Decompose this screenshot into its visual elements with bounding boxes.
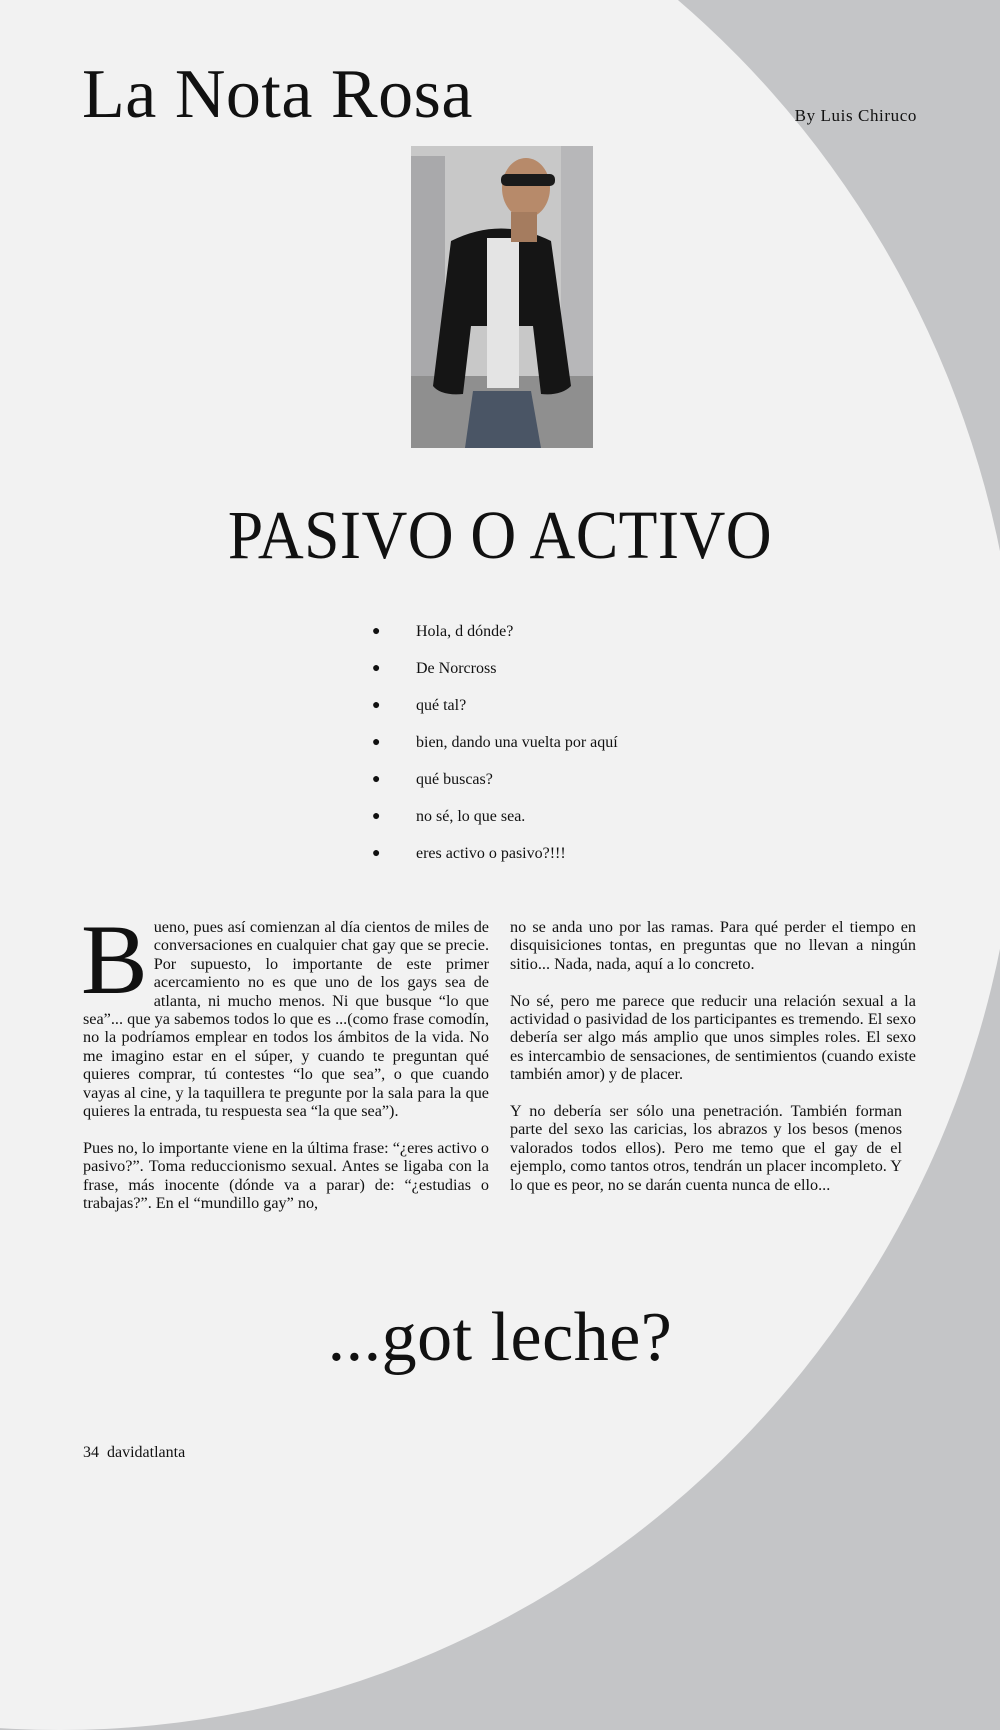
bullet-icon: ●	[372, 698, 381, 713]
page-number: 34	[83, 1444, 99, 1461]
list-item	[372, 842, 618, 879]
list-item	[372, 805, 618, 842]
publication-name: davidatlanta	[107, 1444, 186, 1461]
list-item	[372, 768, 618, 805]
article-column-right	[510, 918, 916, 1212]
bullet-icon: ●	[372, 772, 381, 787]
article-paragraph	[81, 904, 489, 1121]
bullet-icon: ●	[372, 846, 381, 861]
portrait-photo	[411, 146, 593, 448]
article-paragraph: no se anda uno por las ramas. Para qué perder el tiempo en disquisiciones tontas, en preguntas que no llevan a ningún sitio... Nada, nada, aquí a lo concreto.	[510, 918, 916, 973]
author-byline: By Luis Chiruco	[794, 106, 917, 125]
paragraph-text: ueno, pues así comienzan al día cientos de miles de conversaciones en cualquier chat gay que se precie. Por supuesto, lo importante de este primer acercamiento no es que uno de los gays sea de atlanta, ni mucho menos. Ni que busque “lo que sea”... que ya sabemos todos lo que es ...(como frase comodín, no la podríamos emplear en todos los ámbitos de la vida. No me imagino estar en el súper, y cuando te preguntan qué quieres comprar, tú contestes “lo que sea”, o que cuando vayas al cine, y la taquillera te pregunte por la sala para la que quieres la entrada, tu respuesta sea “la que sea”).	[83, 918, 489, 1121]
chat-line: qué tal?	[416, 697, 467, 714]
page-footer	[83, 1444, 185, 1462]
drop-cap: B	[81, 904, 148, 1015]
section-masthead: La Nota Rosa	[82, 56, 473, 133]
chat-line: De Norcross	[416, 660, 497, 677]
bullet-icon: ●	[372, 735, 381, 750]
article-paragraph: Pues no, lo importante viene en la última frase: “¿eres activo o pasivo?”. Toma reduccionismo sexual. Antes se ligaba con la frase, más inocente (dónde va a parar) de: “¿estudias o trabajas?”. En el “mundillo gay” no,	[83, 1138, 489, 1213]
article-paragraph: Y no debería ser sólo una penetración. También forman parte del sexo las caricias, los abrazos y los besos (menos valorados todos ellos). Pero me temo que el gay de el ejemplo, como tantos otros, tendrán un placer incompleto. Y lo que es peor, no se darán cuenta nunca de ello...	[510, 1102, 902, 1194]
list-item	[372, 657, 618, 694]
article-headline: PASIVO O ACTIVO	[227, 497, 773, 573]
bullet-icon: ●	[372, 661, 381, 676]
closing-slogan: ...got leche?	[327, 1299, 673, 1376]
chat-line: no sé, lo que sea.	[416, 808, 526, 825]
chat-dialogue-list	[372, 620, 618, 879]
list-item	[372, 694, 618, 731]
bullet-icon: ●	[372, 624, 381, 639]
article-column-left	[81, 904, 489, 1231]
bullet-icon: ●	[372, 809, 381, 824]
article-paragraph: No sé, pero me parece que reducir una relación sexual a la actividad o pasividad de los participantes es tremendo. El sexo debería ser algo más amplio que unos simples roles. El sexo es intercambio de sensaciones, de sentimientos (cuando existe también amor) y de placer.	[510, 991, 916, 1084]
chat-line: qué buscas?	[416, 771, 493, 788]
portrait-photo-icon	[411, 146, 593, 448]
chat-line: eres activo o pasivo?!!!	[416, 845, 566, 862]
chat-line: bien, dando una vuelta por aquí	[416, 734, 618, 751]
chat-line: Hola, d dónde?	[416, 623, 514, 640]
list-item	[372, 731, 618, 768]
list-item	[372, 620, 618, 657]
